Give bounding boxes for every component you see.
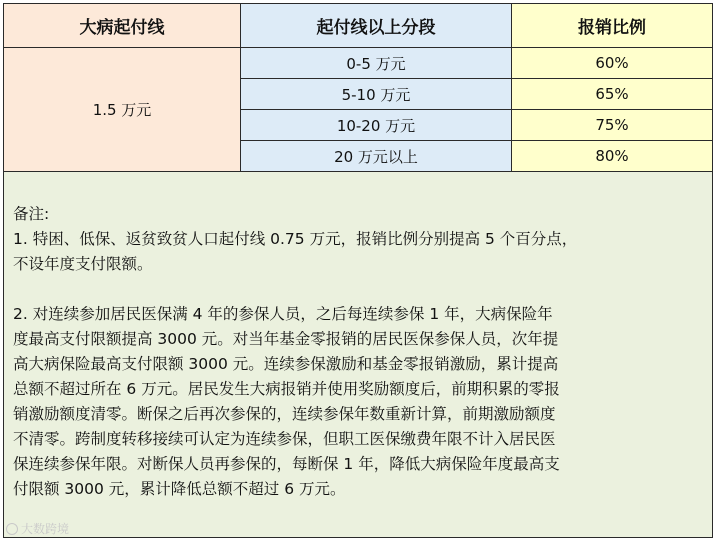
note-1-line: 1. 特困、低保、返贫致贫人口起付线 0.75 万元，报销比例分别提高 5 个百分点， <box>13 230 578 248</box>
reimbursement-table <box>4 4 712 172</box>
notes-title: 备注: <box>13 205 50 223</box>
rate-cell: 60% <box>512 48 713 79</box>
segment-cell: 20 万元以上 <box>241 141 512 172</box>
note-2-line: 高大病保险最高支付限额 3000 元。连续参保激励和基金零报销激励，累计提高 <box>13 355 559 373</box>
table-header-row <box>4 4 712 48</box>
policy-sheet <box>3 3 713 538</box>
watermark-logo-icon <box>6 523 18 535</box>
threshold-cell: 1.5 万元 <box>4 48 241 172</box>
note-2-line: 不清零。跨制度转移接续可认定为连续参保，但职工医保缴费年限不计入居民医 <box>13 430 556 448</box>
segment-cell: 5-10 万元 <box>241 79 512 110</box>
notes-section <box>13 202 703 502</box>
notes-spacer <box>13 277 703 302</box>
note-2-line: 保连续参保年限。对断保人员再参保的，每断保 1 年，降低大病保险年度最高支 <box>13 455 560 473</box>
rate-cell: 75% <box>512 110 713 141</box>
segment-cell: 10-20 万元 <box>241 110 512 141</box>
segment-cell: 0-5 万元 <box>241 48 512 79</box>
header-threshold: 大病起付线 <box>4 4 241 48</box>
header-segment: 起付线以上分段 <box>241 4 512 48</box>
note-1-line: 不设年度支付限额。 <box>13 255 153 273</box>
note-2-line: 2. 对连续参加居民医保满 4 年的参保人员，之后每连续参保 1 年，大病保险年 <box>13 305 553 323</box>
note-2-line: 销激励额度清零。断保之后再次参保的，连续参保年数重新计算，前期激励额度 <box>13 405 556 423</box>
table-row <box>4 48 712 79</box>
watermark-text: 大数跨境 <box>21 522 70 536</box>
header-rate: 报销比例 <box>512 4 713 48</box>
rate-cell: 80% <box>512 141 713 172</box>
rate-cell: 65% <box>512 79 713 110</box>
watermark <box>6 520 69 537</box>
note-2-line: 付限额 3000 元，累计降低总额不超过 6 万元。 <box>13 480 346 498</box>
note-2-line: 总额不超过所在 6 万元。居民发生大病报销并使用奖励额度后，前期积累的零报 <box>13 380 560 398</box>
note-2-line: 度最高支付限额提高 3000 元。对当年基金零报销的居民医保参保人员，次年提 <box>13 330 559 348</box>
